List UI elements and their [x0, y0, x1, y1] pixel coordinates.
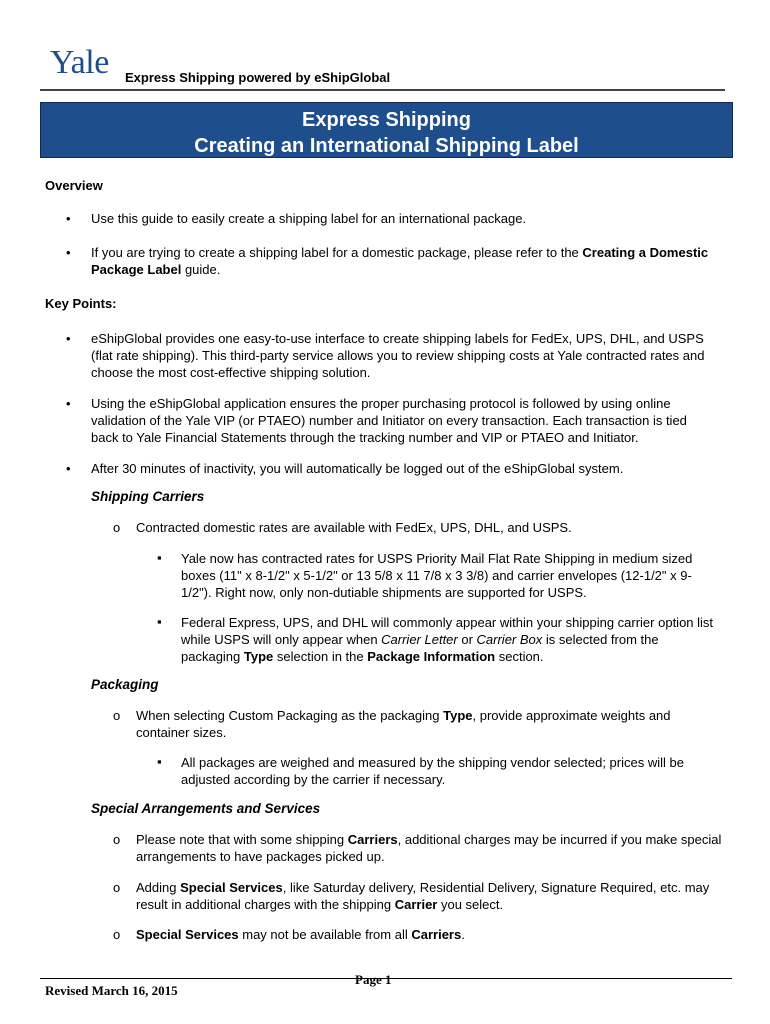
square-marker: ▪	[157, 550, 162, 565]
circle-marker: o	[113, 927, 121, 942]
circle-marker: o	[113, 832, 121, 847]
circle-marker: o	[113, 880, 121, 895]
special-item-2-text: Adding	[136, 880, 181, 895]
overview-item-2-suffix: guide.	[181, 262, 221, 277]
bullet-marker: •	[66, 461, 71, 476]
square-marker: ▪	[157, 754, 162, 769]
title-banner	[40, 102, 733, 158]
bullet-marker: •	[66, 331, 71, 346]
type-term: Type	[443, 708, 473, 723]
circle-marker: o	[113, 708, 121, 723]
overview-heading: Overview	[45, 178, 103, 193]
revised-date: Revised March 16, 2015	[45, 983, 178, 998]
carriers-term: Carriers	[347, 832, 398, 847]
special-item-1-text: , additional charges may be incurred if you make special arrangements to have packages picked up.	[136, 832, 722, 864]
carriers-sub-2-or: or	[457, 632, 477, 647]
header-tagline: Express Shipping powered by eShipGlobal	[125, 70, 391, 85]
carrier-term: Carrier	[394, 897, 438, 912]
special-item-2	[136, 879, 726, 913]
header-divider	[40, 89, 725, 91]
special-item-1-text: Please note that with some shipping	[136, 832, 348, 847]
special-item-2-text: you select.	[437, 897, 504, 912]
special-item-3-text: .	[461, 927, 465, 942]
carriers-sub-2-text: is selected from the packaging	[181, 632, 659, 664]
overview-item-2-text: If you are trying to create a shipping label for a domestic package, please refer to the	[91, 245, 583, 260]
bullet-marker: •	[66, 396, 71, 411]
special-arrangements-heading: Special Arrangements and Services	[91, 801, 321, 816]
bullet-marker: •	[66, 245, 71, 260]
key-point-1: eShipGlobal provides one easy-to-use interface to create shipping labels for FedEx, UPS, DHL, and USPS (flat rate shipping). This third-party service allows you to review shipping costs at Yale contracted rates and choose the most cost-effective shipping solution.	[91, 331, 705, 380]
special-item-2-text: , like Saturday delivery, Residential Delivery, Signature Required, etc. may result in additional charges with the shipping	[136, 880, 710, 912]
carriers-sub-2-text: section.	[495, 649, 544, 664]
carriers-sub-1: Yale now has contracted rates for USPS Priority Mail Flat Rate Shipping in medium sized boxes (11" x 8-1/2" x 5-1/2" or 13 5/8 x 11 7/8 x 3 3/8) and carrier envelopes (12-1/2" x 9-1/2"). Right now, only non-dutiable shipments are supported for USPS.	[181, 551, 693, 600]
square-marker: ▪	[157, 614, 162, 629]
special-services-term: Special Services	[136, 927, 239, 942]
carrier-letter-term: Carrier Letter	[381, 632, 458, 647]
carriers-item-1: Contracted domestic rates are available with FedEx, UPS, DHL, and USPS.	[136, 520, 572, 535]
packaging-item-text: , provide approximate weights and container sizes.	[136, 708, 671, 740]
yale-logo: Yale	[50, 44, 109, 81]
circle-marker: o	[113, 520, 121, 535]
domestic-guide-reference: Creating a Domestic Package Label	[91, 245, 709, 277]
special-item-3-text: may not be available from all	[238, 927, 412, 942]
bullet-marker: •	[66, 211, 71, 226]
key-point-3: After 30 minutes of inactivity, you will automatically be logged out of the eShipGlobal system.	[91, 461, 624, 476]
package-information-term: Package Information	[367, 649, 496, 664]
page-number: Page 1	[355, 972, 392, 987]
overview-item-1: Use this guide to easily create a shipping label for an international package.	[91, 211, 527, 226]
overview-item-2	[91, 244, 721, 278]
key-points-heading: Key Points:	[45, 296, 117, 311]
special-services-term: Special Services	[180, 880, 283, 895]
carrier-box-term: Carrier Box	[476, 632, 543, 647]
banner-title-line1: Express Shipping	[302, 109, 471, 131]
special-item-1	[136, 831, 726, 865]
packaging-item	[136, 707, 721, 741]
carriers-sub-2-text: selection in the	[273, 649, 368, 664]
packaging-item-text: When selecting Custom Packaging as the packaging	[136, 708, 444, 723]
carriers-sub-2	[181, 614, 721, 665]
carriers-term: Carriers	[411, 927, 462, 942]
packaging-heading: Packaging	[91, 677, 159, 692]
carriers-sub-2-text: Federal Express, UPS, and DHL will commonly appear within your shipping carrier option list while USPS will only appear when	[181, 615, 714, 647]
special-item-3	[136, 926, 726, 943]
key-point-2: Using the eShipGlobal application ensures the proper purchasing protocol is followed by using online validation of the Yale VIP (or PTAEO) number and Initiator on every transaction. Each transaction is tied back to Yale Financial Statements through the tracking number and VIP or PTAEO and Initiator.	[91, 396, 687, 445]
banner-title-line2: Creating an International Shipping Label	[194, 135, 579, 157]
type-term: Type	[243, 649, 274, 664]
packaging-sub: All packages are weighed and measured by the shipping vendor selected; prices will be adjusted according by the carrier if necessary.	[181, 755, 684, 787]
shipping-carriers-heading: Shipping Carriers	[91, 489, 205, 504]
